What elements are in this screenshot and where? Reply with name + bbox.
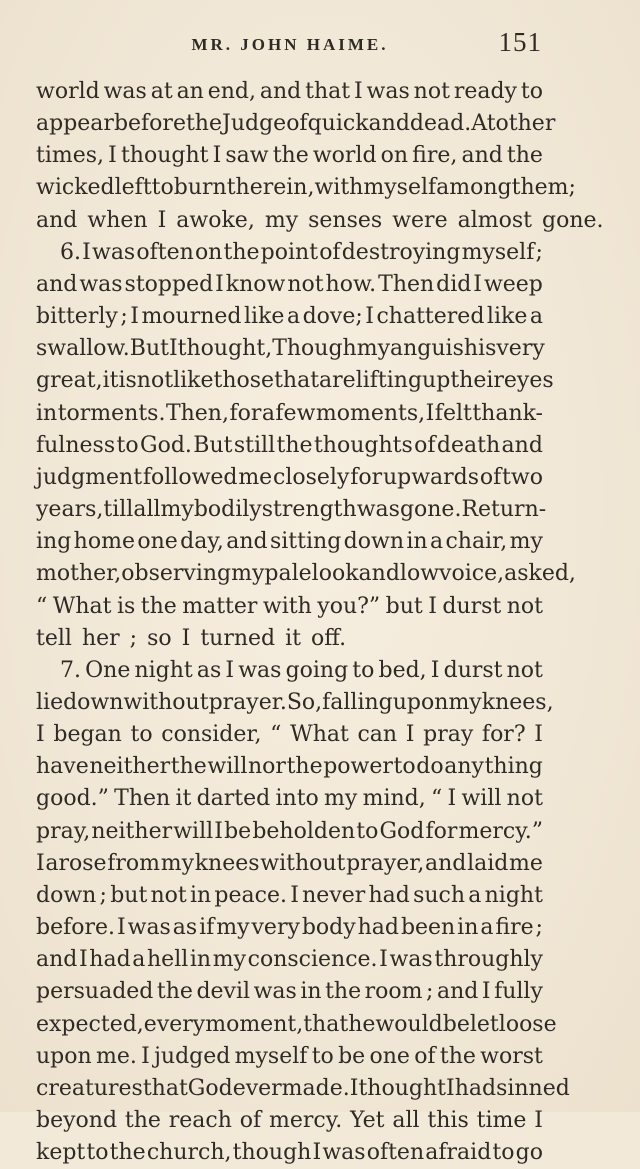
text-line: good.” Then it darted into my mind, “ I will not: [36, 786, 543, 812]
text-line: swallow. But I thought, Though my anguish is very: [36, 336, 545, 362]
text-line: great, it is not like those that are lifting up their eyes: [36, 368, 554, 394]
text-line: and was stopped I know not how. Then did I weep: [36, 271, 543, 297]
text-line: lie down without prayer. So, falling upon my knees,: [36, 689, 554, 715]
text-line: wicked left to burn therein, with myself among them ;: [36, 175, 576, 201]
text-line: ing home one day, and sitting down in a chair, my: [36, 529, 543, 555]
text-line: before. I was as if my very body had been in a fire ;: [36, 915, 543, 941]
text-line: world was at an end, and that I was not ready to: [36, 79, 543, 104]
text-line: creatures that God ever made. I thought I had sinned: [36, 1075, 570, 1101]
text-line: and I had a hell in my conscience. I was throughly: [36, 947, 543, 973]
body-text: [36, 76, 604, 1169]
text-line: kept to the church, though I was often afraid to go: [36, 1140, 543, 1166]
text-line: mother, observing my pale look and low voice, asked,: [36, 561, 576, 587]
text-line: upon me. I judged myself to be one of the worst: [36, 1043, 543, 1069]
running-head-title: MR. JOHN HAIME.: [191, 35, 389, 54]
text-line: in torments. Then, for a few moments, I felt thank-: [36, 400, 543, 426]
text-line: times, I thought I saw the world on fire, and the: [36, 143, 543, 169]
text-line: beyond the reach of mercy. Yet all this time I: [36, 1108, 543, 1133]
text-line: 6. I was often on the point of destroying myself ;: [60, 239, 543, 265]
page-number: 151: [498, 27, 542, 57]
text-line: I began to consider, “ What can I pray for? I: [36, 722, 543, 748]
text-line: pray, neither will I be beholden to God for mercy.”: [36, 818, 543, 844]
text-line: fulness to God. But still the thoughts of death and: [36, 432, 543, 458]
text-line: and when I awoke, my senses were almost gone.: [36, 207, 604, 233]
running-head: [38, 30, 542, 60]
text-line: 7. One night as I was going to bed, I durst not: [60, 657, 543, 683]
text-line: tell her ; so I turned it off.: [36, 625, 347, 651]
text-line: “ What is the matter with you?” but I durst not: [36, 593, 543, 619]
text-line: expected, every moment, that he would be let loose: [36, 1011, 557, 1037]
text-line: judgment followed me closely for upwards of two: [36, 464, 543, 490]
text-line: appear before the Judge of quick and dead. At other: [36, 111, 556, 137]
text-line: have neither the will nor the power to do any thing: [36, 754, 543, 780]
text-line: I arose from my knees without prayer, and laid me: [36, 850, 543, 876]
text-line: down ; but not in peace. I never had such a night: [36, 882, 543, 908]
text-line: years, till all my bodily strength was gone. Return-: [36, 497, 547, 523]
text-line: bitterly ; I mourned like a dove; I chattered like a: [36, 304, 543, 330]
text-line: persuaded the devil was in the room ; and I fully: [36, 979, 543, 1005]
